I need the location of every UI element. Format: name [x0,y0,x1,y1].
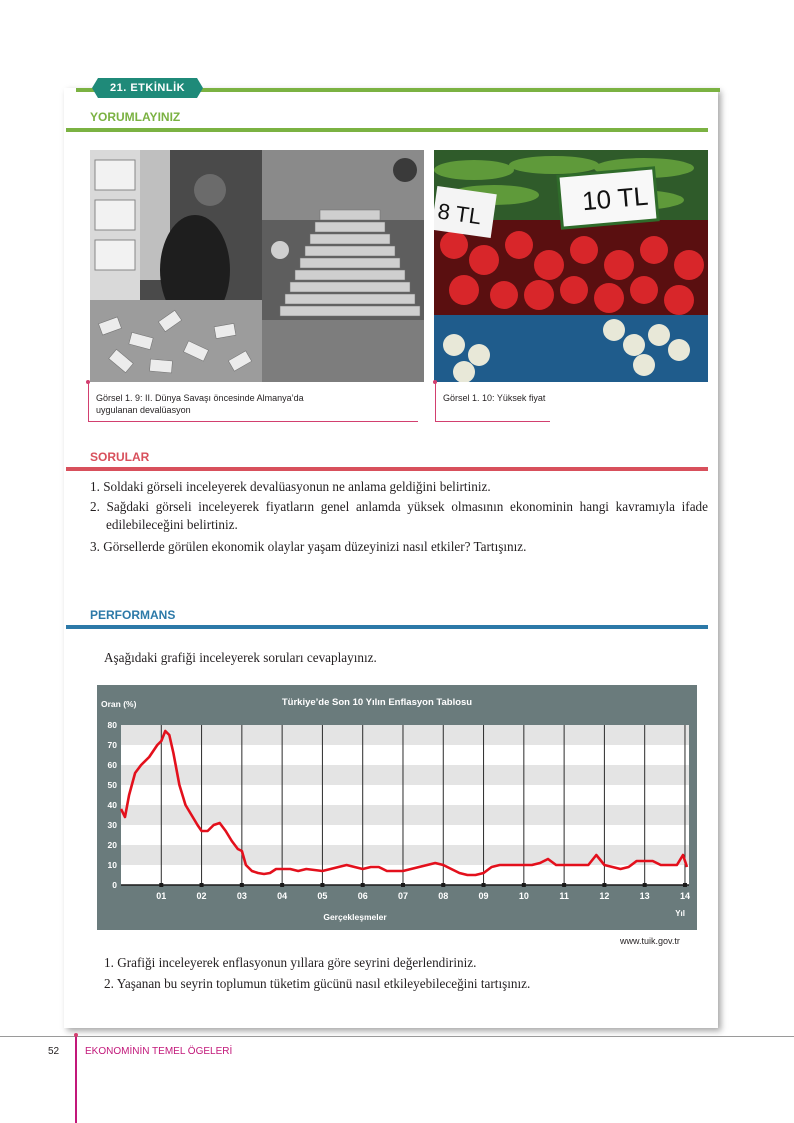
price-tag-8tl: 8 TL [436,198,483,230]
chart-xtick-label: 09 [478,891,489,901]
chart-xtick-label: 01 [156,891,167,901]
chart-x-unit: Yıl [675,909,685,918]
caption-rule-right-h [435,421,550,422]
chart-source: www.tuik.gov.tr [620,936,680,946]
caption-rule-left-v [88,382,89,422]
inflation-chart [97,685,697,930]
chart-band [121,765,689,785]
chart-band [121,785,689,805]
chart-title: Türkiye’de Son 10 Yılın Enflasyon Tablosu [281,697,473,708]
chart-band [121,845,689,865]
section-rule-performans [66,625,708,629]
chart-ytick-label: 60 [107,760,117,770]
chart-xtick-label: 05 [317,891,328,901]
chart-ytick-label: 80 [107,720,117,730]
section-title-sorular: SORULAR [90,450,150,464]
chart-xlabel: Gerçekleşmeler [323,912,387,922]
price-tag-10tl: 10 TL [580,180,650,217]
photo-devaluation [90,150,424,382]
caption-left: Görsel 1. 9: II. Dünya Savaşı öncesinde Almanya’da uygulanan devalüasyon [96,393,304,415]
chart-band [121,825,689,845]
footer-marker [74,1033,78,1037]
chart-ylabel: Oran (%) [101,699,137,709]
chart-band [121,865,689,885]
chart-xtick-label: 12 [599,891,610,901]
section-title-yorumlayiniz: YORUMLAYINIZ [90,110,181,124]
section-rule-yorumlayiniz [66,128,708,132]
footer-rule [0,1036,794,1037]
question-sorular-2-text: 2. Sağdaki görseli inceleyerek fiyatların genel anlamda yüksek olmasının ekonominin hangi kavramıyla ifade edilebileceğini belirtiniz. [90,499,708,532]
chart-ytick-label: 50 [107,780,117,790]
chart-band [121,745,689,765]
chart-xtick-label: 03 [236,891,247,901]
footer-chapter-title: EKONOMİNİN TEMEL ÖGELERİ [85,1046,233,1057]
photo-high-price [434,150,708,382]
chart-xtick-label: 08 [438,891,449,901]
chart-ytick-label: 0 [112,880,117,890]
chart-xtick-label: 06 [357,891,368,901]
chart-ytick-label: 10 [107,860,117,870]
chart-band [121,805,689,825]
chart-ytick-label: 70 [107,740,117,750]
caption-rule-left-h [88,421,418,422]
activity-tag: 21. ETKİNLİK [98,78,197,98]
inflation-chart-svg [97,685,697,930]
question-performans-2: 2. Yaşanan bu seyrin toplumun tüketim gücünü nasıl etkileyebileceğini tartışınız. [104,976,531,991]
page-number: 52 [48,1046,60,1057]
question-sorular-2 [90,498,708,534]
question-performans-1: 1. Grafiği inceleyerek enflasyonun yıllara göre seyrini değerlendiriniz. [104,955,477,970]
chart-ytick-label: 40 [107,800,117,810]
chart-xtick-label: 13 [639,891,650,901]
section-title-performans: PERFORMANS [90,608,176,622]
chart-xtick-label: 02 [196,891,207,901]
chart-band [121,725,689,745]
caption-rule-right-v [435,382,436,422]
chart-xtick-label: 14 [679,891,690,901]
question-sorular-3: 3. Görsellerde görülen ekonomik olaylar yaşam düzeyinizi nasıl etkiler? Tartışınız. [90,539,527,554]
chart-xtick-label: 10 [518,891,529,901]
chart-ytick-label: 30 [107,820,117,830]
chart-xtick-label: 07 [397,891,408,901]
chart-ytick-label: 20 [107,840,117,850]
footer-vertical-rule [75,1036,77,1123]
caption-right: Görsel 1. 10: Yüksek fiyat [443,393,546,403]
chart-xtick-label: 04 [277,891,288,901]
section-rule-sorular [66,467,708,471]
question-sorular-1: 1. Soldaki görseli inceleyerek devalüasyonun ne anlama geldiğini belirtiniz. [90,479,491,494]
performans-intro: Aşağıdaki grafiği inceleyerek soruları cevaplayınız. [104,650,377,665]
chart-xtick-label: 11 [559,891,569,901]
